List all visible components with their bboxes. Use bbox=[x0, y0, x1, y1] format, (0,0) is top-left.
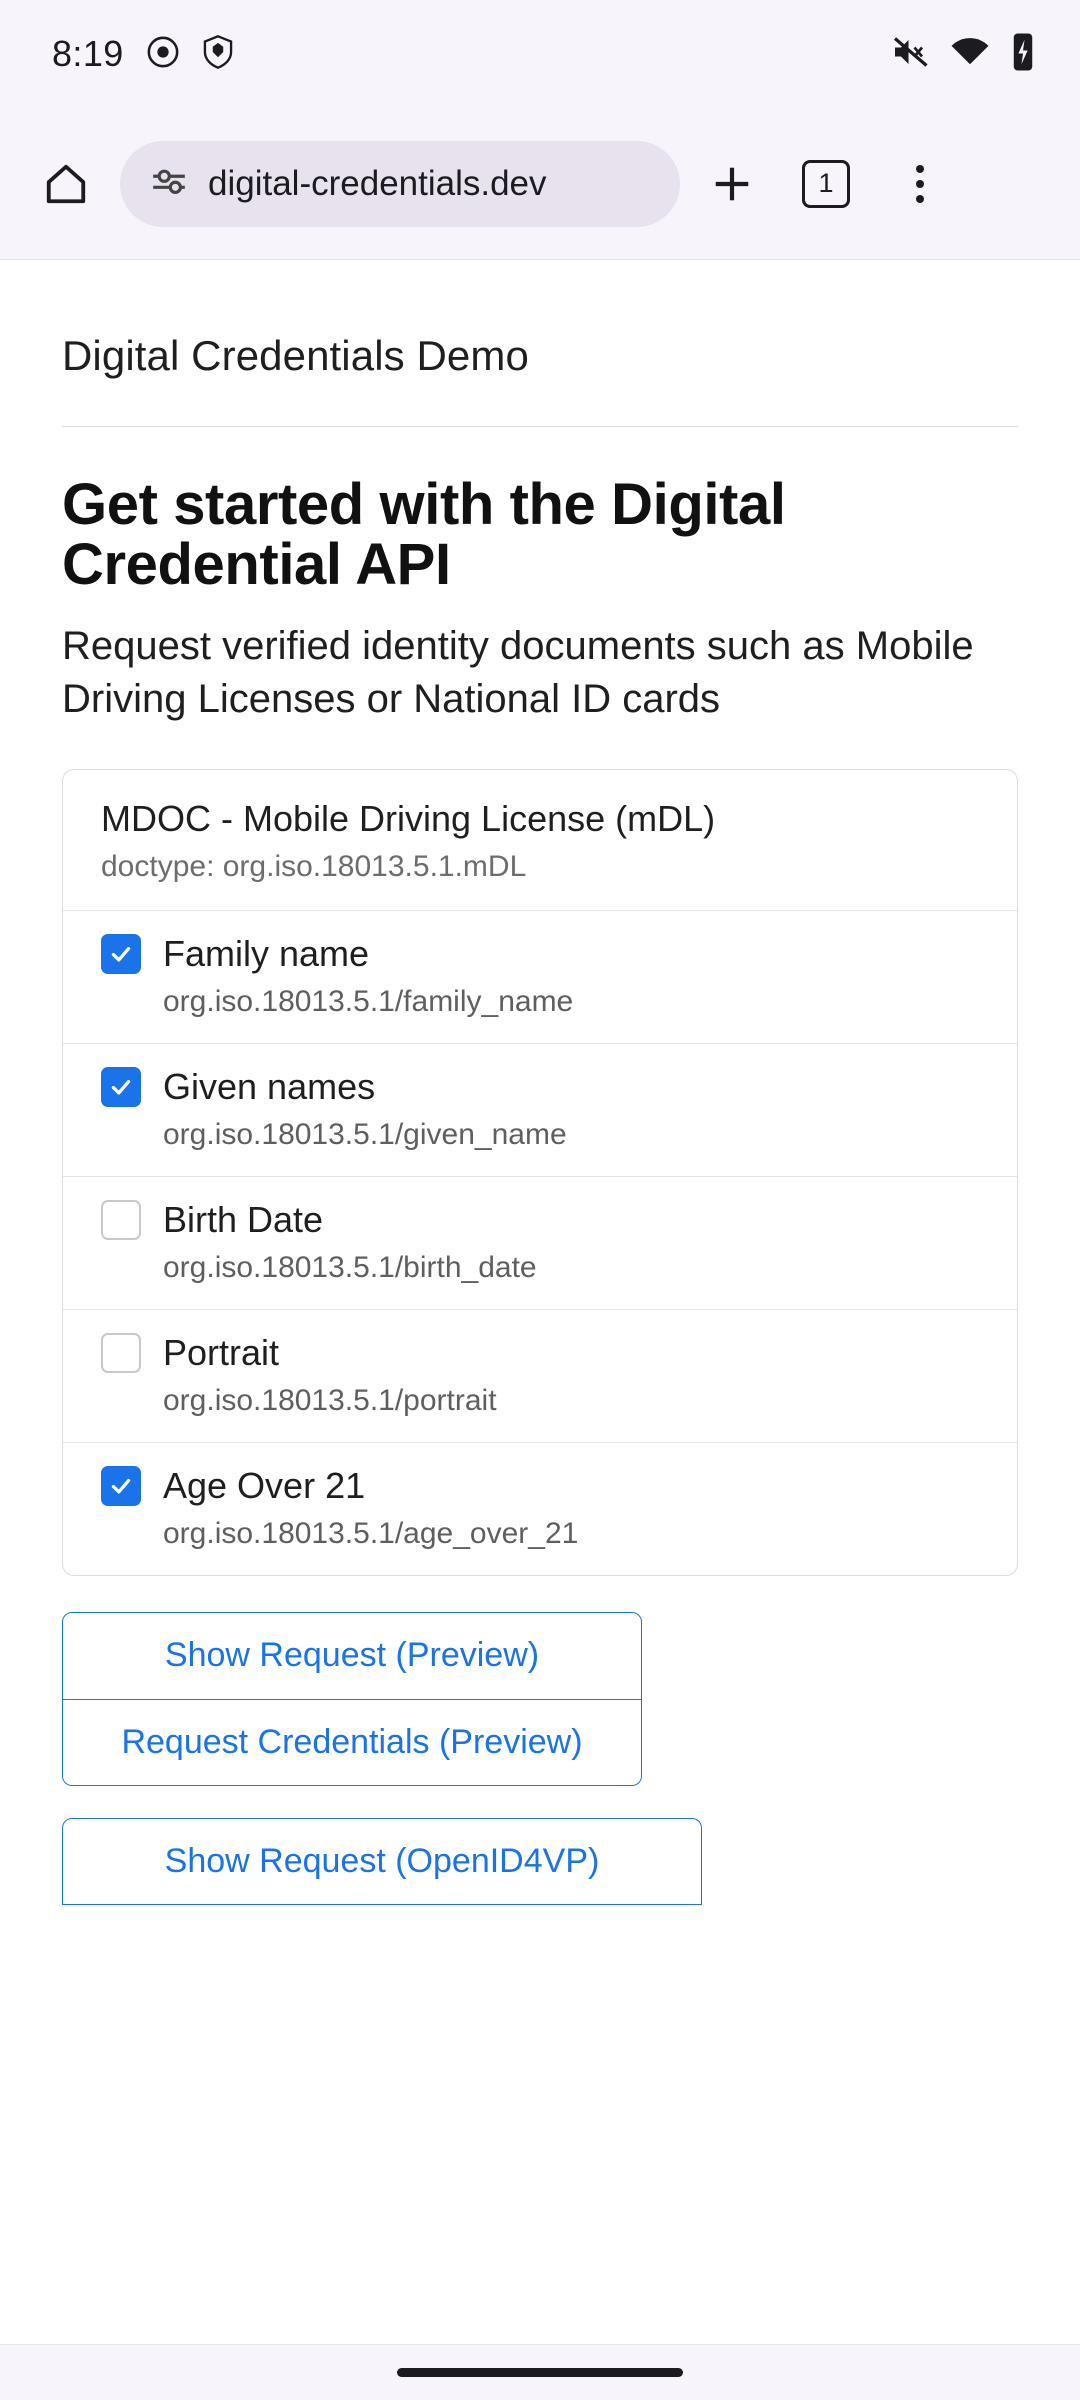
credential-card bbox=[62, 769, 1018, 1576]
claim-row[interactable] bbox=[63, 1443, 1017, 1575]
more-options-icon bbox=[916, 165, 924, 203]
claim-row[interactable] bbox=[63, 911, 1017, 1044]
claim-checkbox-birth-date[interactable] bbox=[101, 1200, 141, 1240]
preview-button-group bbox=[62, 1612, 1018, 1786]
claim-top bbox=[101, 1199, 979, 1241]
status-clock: 8:19 bbox=[52, 33, 124, 74]
claim-path: org.iso.18013.5.1/given_name bbox=[163, 1118, 567, 1152]
claim-top bbox=[101, 1332, 979, 1374]
claim-path: org.iso.18013.5.1/age_over_21 bbox=[163, 1517, 579, 1551]
claim-label: Portrait bbox=[163, 1332, 280, 1374]
browser-toolbar bbox=[0, 108, 1080, 260]
claim-checkbox-given-names[interactable] bbox=[101, 1067, 141, 1107]
claim-path: org.iso.18013.5.1/family_name bbox=[163, 985, 574, 1019]
page-content bbox=[0, 260, 1080, 2400]
claim-top bbox=[101, 933, 979, 975]
menu-button[interactable] bbox=[878, 142, 962, 226]
claim-checkbox-portrait[interactable] bbox=[101, 1333, 141, 1373]
status-bar bbox=[0, 0, 1080, 108]
status-bar-left bbox=[52, 33, 234, 75]
openid4vp-button-group bbox=[62, 1818, 1018, 1905]
claim-top bbox=[101, 1066, 979, 1108]
show-request-openid4vp-button[interactable]: Show Request (OpenID4VP) bbox=[62, 1818, 702, 1905]
battery-charging-icon bbox=[1010, 32, 1036, 77]
credential-header bbox=[63, 770, 1017, 911]
tab-switcher-button[interactable] bbox=[784, 142, 868, 226]
system-navigation-bar bbox=[0, 2344, 1080, 2400]
credential-title: MDOC - Mobile Driving License (mDL) bbox=[101, 798, 716, 840]
claim-path: org.iso.18013.5.1/portrait bbox=[163, 1384, 497, 1418]
show-request-preview-button[interactable]: Show Request (Preview) bbox=[62, 1612, 642, 1699]
claim-label: Family name bbox=[163, 933, 370, 975]
wifi-icon bbox=[950, 36, 990, 73]
page-site-title: Digital Credentials Demo bbox=[62, 332, 529, 379]
url-text[interactable]: digital-credentials.dev bbox=[208, 163, 547, 203]
tab-count: 1 bbox=[802, 160, 850, 208]
page-title: Get started with the Digital Credential API bbox=[62, 472, 786, 597]
tune-icon[interactable] bbox=[150, 166, 188, 201]
status-bar-right bbox=[890, 32, 1036, 77]
claim-path: org.iso.18013.5.1/birth_date bbox=[163, 1251, 537, 1285]
header-divider bbox=[62, 426, 1018, 427]
home-button[interactable] bbox=[28, 146, 104, 222]
mute-icon bbox=[890, 34, 930, 75]
claim-row[interactable] bbox=[63, 1310, 1017, 1443]
claim-label: Birth Date bbox=[163, 1199, 324, 1241]
claim-checkbox-age-over-21[interactable] bbox=[101, 1466, 141, 1506]
omnibox[interactable] bbox=[120, 141, 680, 227]
claim-row[interactable] bbox=[63, 1177, 1017, 1310]
claim-label: Given names bbox=[163, 1066, 376, 1108]
credential-doctype: doctype: org.iso.18013.5.1.mDL bbox=[101, 850, 527, 884]
claim-label: Age Over 21 bbox=[163, 1465, 366, 1507]
claim-checkbox-family-name[interactable] bbox=[101, 934, 141, 974]
page-subtitle: Request verified identity documents such as Mobile Driving Licenses or National ID cards bbox=[62, 624, 974, 721]
claim-top bbox=[101, 1465, 979, 1507]
claim-row[interactable] bbox=[63, 1044, 1017, 1177]
new-tab-button[interactable] bbox=[690, 142, 774, 226]
request-credentials-preview-button[interactable]: Request Credentials (Preview) bbox=[62, 1700, 642, 1786]
home-gesture-pill[interactable] bbox=[397, 2368, 683, 2377]
brave-shield-icon bbox=[202, 35, 234, 74]
screen-record-icon bbox=[146, 35, 180, 74]
